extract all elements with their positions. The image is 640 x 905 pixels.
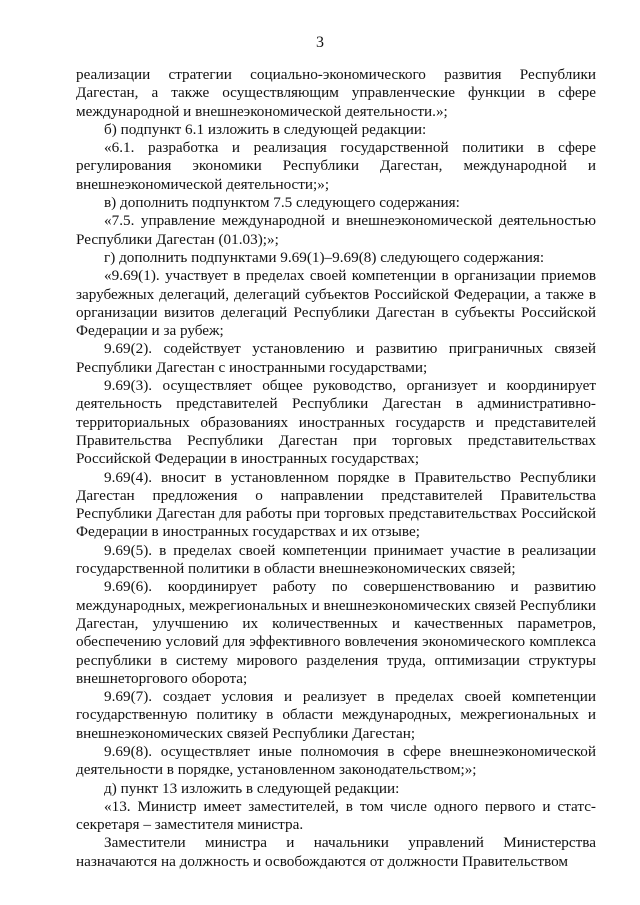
paragraph: в) дополнить подпунктом 7.5 следующего содержания: [104,194,460,212]
paragraph: «9.69(1). участвует в пределах своей компетенции в организации приемов зарубежных делегаций, делегаций субъектов Российской Федерации, а также в организации визитов делегаций Республики Дагестан в субъекты Российской Федерации и за рубеж; [76,267,596,340]
paragraph: 9.69(5). в пределах своей компетенции принимает участие в реализации государственной политики в области внешнеэкономических связей; [76,541,596,578]
paragraph: «13. Министр имеет заместителей, в том числе одного первого и статс-секретаря – заместителя министра. [76,797,596,834]
page-number: 3 [316,34,324,51]
paragraph: г) дополнить подпунктами 9.69(1)–9.69(8) следующего содержания: [104,248,545,266]
paragraph: д) пункт 13 изложить в следующей редакции: [104,779,400,797]
paragraph: «6.1. разработка и реализация государственной политики в сфере регулирования экономики Республики Дагестан, международной и внешнеэкономической деятельности;»; [76,139,596,193]
paragraph: реализации стратегии социально-экономического развития Республики Дагестан, а также осуществляющим управленческие функции в сфере международной и внешнеэкономической деятельности.»; [76,66,596,120]
paragraph: 9.69(4). вносит в установленном порядке в Правительство Республики Дагестан предложения о направлении представителей Правительства Республики Дагестан для работы при торговых представительствах Российской Федерации в иностранных государствах и их отзыве; [76,468,596,541]
paragraph: 9.69(6). координирует работу по совершенствованию и развитию международных, межрегиональных и внешнеэкономических связей Республики Дагестан, улучшению их количественных и качественных параметров, обеспечению условий для эффективного вовлечения экономического комплекса республики в систему мирового разделения труда, оптимизации структуры внешнеторгового оборота; [76,578,596,687]
paragraph: Заместители министра и начальники управлений Министерства назначаются на должность и освобождаются от должности Правительством [76,834,596,870]
paragraph: 9.69(3). осуществляет общее руководство, организует и координирует деятельность представителей Республики Дагестан в административно-территориальных образованиях иностранных государств и представителей Правительства Республики Дагестан при торговых представительствах Российской Федерации в иностранных государствах; [76,377,596,468]
paragraph: 9.69(7). создает условия и реализует в пределах своей компетенции государственную политику в области международных, межрегиональных и внешнеэкономических связей Республики Дагестан; [76,688,596,742]
paragraph: «7.5. управление международной и внешнеэкономической деятельностью Республики Дагестан (01.03);»; [76,212,596,248]
paragraph: б) подпункт 6.1 изложить в следующей редакции: [104,120,427,138]
paragraph: 9.69(8). осуществляет иные полномочия в сфере внешнеэкономической деятельности в порядке, установленном законодательством;»; [76,742,596,779]
document-body [76,66,596,871]
paragraph: 9.69(2). содействует установлению и развитию приграничных связей Республики Дагестан с иностранными государствами; [76,340,596,376]
